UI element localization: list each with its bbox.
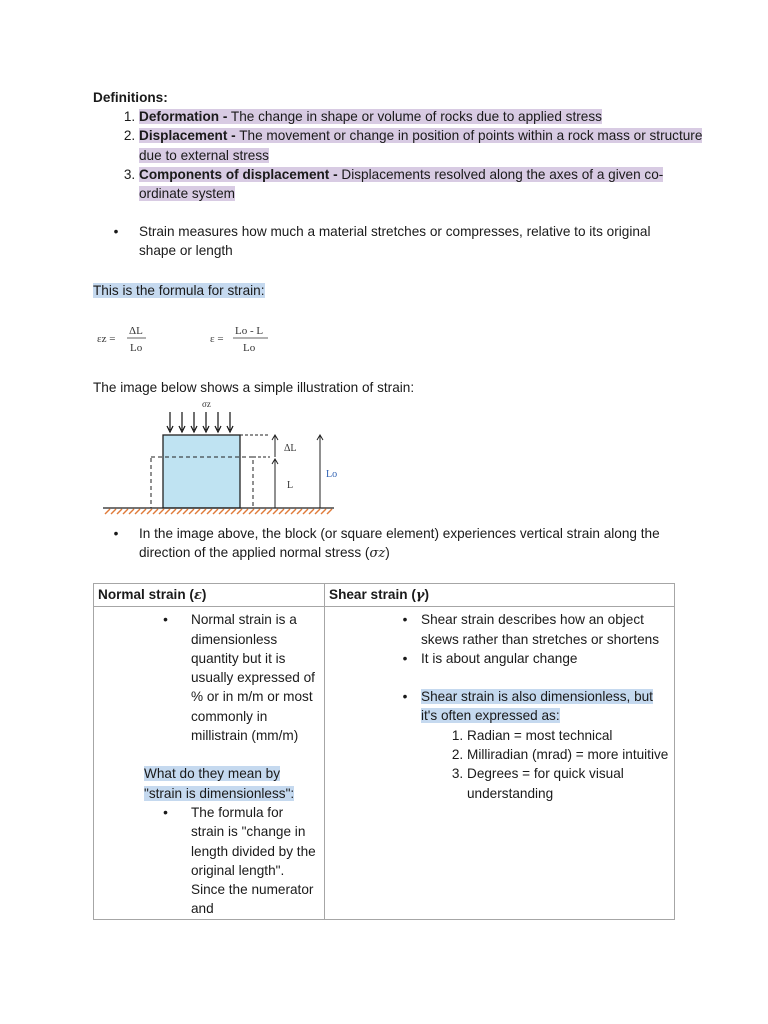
definition-term: Components of displacement -: [139, 166, 338, 182]
definition-item: [139, 126, 709, 165]
list-item: • It is about angular change: [402, 650, 578, 666]
normal-strain-cell: [94, 607, 325, 920]
bullet-icon: •: [113, 526, 119, 541]
unit-list: [389, 726, 673, 803]
delta-l-label: ΔL: [284, 443, 297, 454]
formula1-numerator: ΔL: [129, 325, 143, 337]
definition-text: Displacements resolved along the axes of a given co-ordinate system: [139, 166, 664, 202]
list-item: • Shear strain describes how an object skews rather than stretches or shortens: [402, 612, 659, 647]
formula2-numerator: Lo - L: [235, 325, 264, 337]
definition-item: [139, 107, 709, 126]
strained-block: [163, 435, 240, 508]
strain-illustration: [100, 396, 340, 516]
image-bullet-text: In the image above, the block (or square element) experiences vertical strain along the direction of the applied normal stress (: [139, 526, 660, 561]
definition-text: The change in shape or volume of rocks due to applied stress: [227, 109, 602, 124]
dimensionless-question: What do they mean by "strain is dimensionless":: [144, 766, 295, 801]
stress-label: σz: [202, 399, 211, 409]
stress-arrows: [167, 412, 233, 432]
normal-strain-header: Normal strain (ε): [94, 584, 325, 607]
stress-symbol: σz: [369, 546, 386, 562]
formula-intro: This is the formula for strain:: [93, 283, 265, 298]
shear-strain-header: Shear strain (γ): [325, 584, 675, 607]
list-item: • The formula for strain is "change in length divided by the original length". Since the numerator and: [163, 804, 316, 917]
unit-item: 3. Degrees = for quick visual understanding: [467, 764, 673, 803]
image-bullet: • In the image above, the block (or square element) experiences vertical strain along the direction of the applied normal stress (σz): [93, 524, 673, 564]
formula1-lhs: εz =: [97, 333, 116, 345]
lo-label: Lo: [326, 469, 338, 480]
definitions-list: [93, 107, 709, 203]
image-intro: The image below shows a simple illustration of strain:: [93, 380, 415, 395]
definition-item: [139, 165, 709, 204]
strain-bullet-text: Strain measures how much a material stretches or compresses, relative to its original shape or length: [139, 224, 651, 259]
formula2-denominator: Lo: [243, 342, 256, 354]
definitions-title: Definitions:: [93, 90, 168, 105]
list-item: • Shear strain is also dimensionless, but it's often expressed as:: [402, 689, 653, 724]
definition-term: Displacement -: [139, 128, 236, 144]
shear-strain-cell: [325, 607, 675, 920]
strain-table: [93, 583, 675, 920]
strain-bullet: [93, 222, 673, 261]
formula1-denominator: Lo: [130, 342, 143, 354]
ground-hatch: [105, 509, 332, 514]
definition-text: The movement or change in position of points within a rock mass or structure due to external stress: [139, 128, 703, 163]
unit-item: 2. Milliradian (mrad) = more intuitive: [467, 745, 673, 764]
list-item: • Normal strain is a dimensionless quantity but it is usually expressed of % or in m/m or most commonly in millistrain (mm/m): [163, 612, 315, 744]
unit-item: 1. Radian = most technical: [467, 726, 673, 745]
bullet-icon: •: [113, 224, 119, 239]
definition-term: Deformation -: [139, 109, 228, 124]
formula2-lhs: ε =: [210, 333, 224, 345]
strain-formula: [93, 318, 293, 360]
l-label: L: [287, 480, 294, 491]
